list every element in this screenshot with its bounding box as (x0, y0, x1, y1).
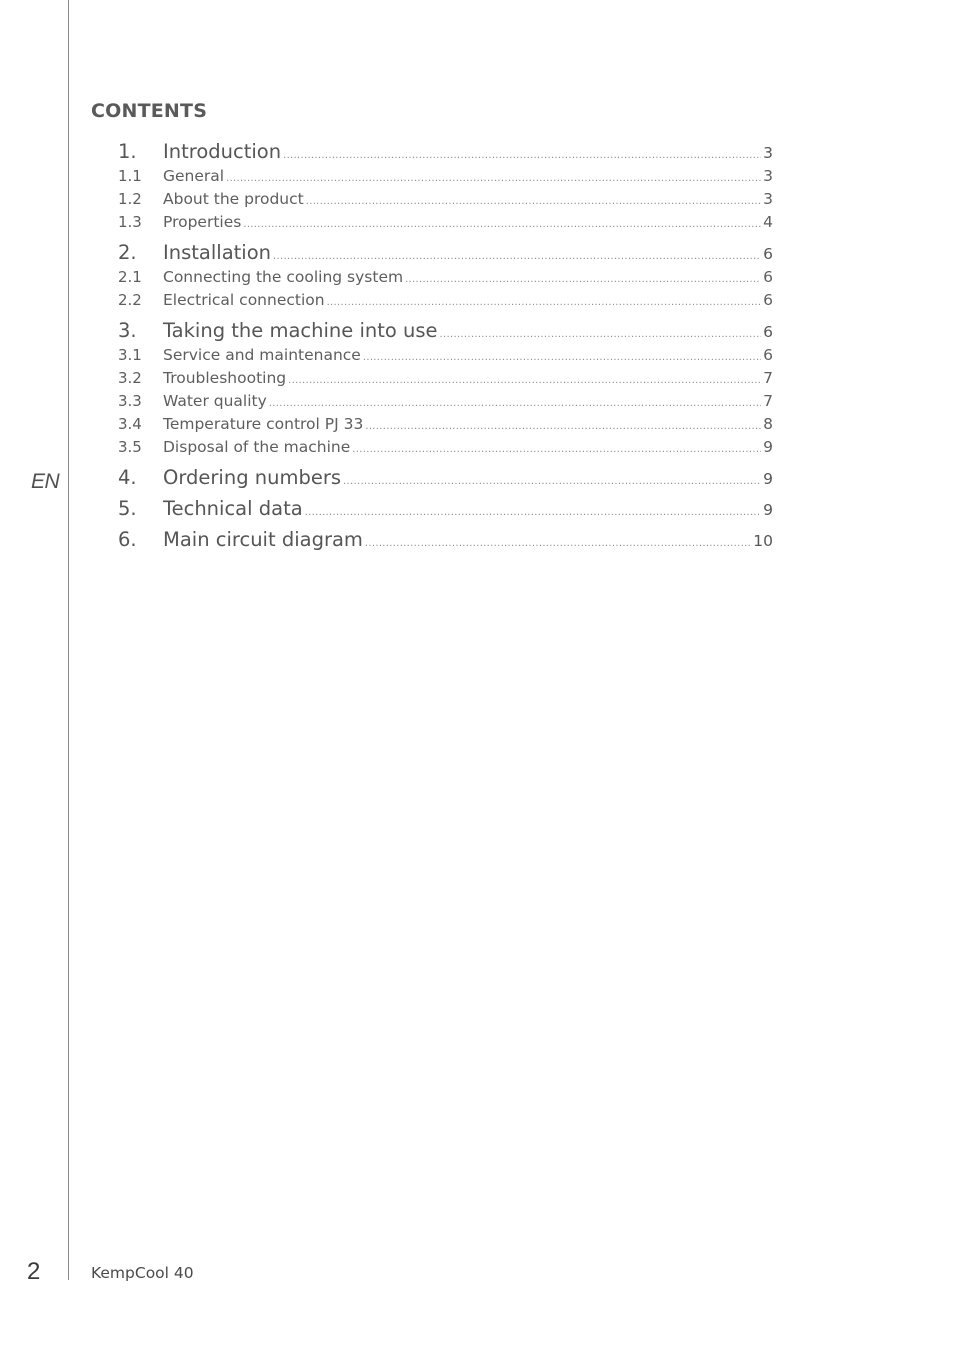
toc-entry-page: 6 (763, 291, 773, 309)
toc-entry-section[interactable] (118, 438, 773, 456)
toc-entry-chapter[interactable] (118, 241, 773, 264)
dot-leader (365, 415, 761, 433)
toc-entry-title: About the product (163, 190, 304, 208)
toc-entry-number: 6. (118, 528, 137, 551)
toc-entry-title: Water quality (163, 392, 267, 410)
toc-entry-number: 3. (118, 319, 137, 342)
toc-entry-title: Temperature control PJ 33 (163, 415, 364, 433)
toc-entry-number: 3.2 (118, 369, 142, 387)
dot-leader (363, 346, 761, 364)
toc-entry-page: 6 (763, 346, 773, 364)
toc-entry-title: Introduction (163, 140, 282, 163)
dot-leader (273, 241, 761, 264)
toc-entry-section[interactable] (118, 291, 773, 309)
toc-entry-title: Installation (163, 241, 272, 264)
toc-entry-title: Service and maintenance (163, 346, 361, 364)
toc-entry-number: 5. (118, 497, 137, 520)
toc-entry-number: 3.4 (118, 415, 142, 433)
dot-leader (440, 319, 762, 342)
toc-entry-section[interactable] (118, 268, 773, 286)
dot-leader (327, 291, 762, 309)
toc-entry-chapter[interactable] (118, 497, 773, 520)
toc-entry-number: 4. (118, 466, 137, 489)
dot-leader (343, 466, 761, 489)
toc-entry-number: 2. (118, 241, 137, 264)
toc-entry-page: 7 (763, 392, 773, 410)
language-tag: EN (31, 470, 60, 493)
toc-entry-section[interactable] (118, 190, 773, 208)
toc-entry-section[interactable] (118, 392, 773, 410)
toc-entry-title: Troubleshooting (163, 369, 287, 387)
dot-leader (288, 369, 761, 387)
toc-entry-chapter[interactable] (118, 528, 773, 551)
toc-entry-chapter[interactable] (118, 140, 773, 163)
toc-entry-title: General (163, 167, 225, 185)
toc-entry-title: Ordering numbers (163, 466, 342, 489)
toc-entry-page: 6 (763, 268, 773, 286)
toc-entry-title: Technical data (163, 497, 303, 520)
toc-entry-number: 3.3 (118, 392, 142, 410)
dot-leader (243, 213, 761, 231)
toc-entry-section[interactable] (118, 346, 773, 364)
toc-entry-page: 6 (763, 323, 773, 341)
toc-entry-page: 10 (753, 532, 773, 550)
toc-entry-section[interactable] (118, 213, 773, 231)
toc-entry-title: Properties (163, 213, 242, 231)
toc-entry-chapter[interactable] (118, 319, 773, 342)
toc-entry-page: 9 (763, 470, 773, 488)
toc-entry-number: 1.3 (118, 213, 142, 231)
toc-entry-section[interactable] (118, 415, 773, 433)
dot-leader (269, 392, 761, 410)
toc-entry-number: 3.5 (118, 438, 142, 456)
toc-entry-title: Taking the machine into use (163, 319, 438, 342)
dot-leader (365, 528, 751, 551)
toc-entry-page: 3 (763, 144, 773, 162)
dot-leader (305, 497, 761, 520)
margin-rule (68, 0, 69, 1280)
dot-leader (352, 438, 761, 456)
toc-entry-number: 1.2 (118, 190, 142, 208)
dot-leader (226, 167, 761, 185)
dot-leader (405, 268, 761, 286)
toc-entry-page: 4 (763, 213, 773, 231)
contents-heading: CONTENTS (91, 100, 208, 122)
dot-leader (306, 190, 761, 208)
dot-leader (283, 140, 761, 163)
toc-entry-number: 2.1 (118, 268, 142, 286)
toc-entry-page: 3 (763, 167, 773, 185)
toc-entry-title: Connecting the cooling system (163, 268, 404, 286)
toc-entry-page: 6 (763, 245, 773, 263)
document-title: KempCool 40 (91, 1264, 194, 1282)
toc-entry-page: 7 (763, 369, 773, 387)
toc-entry-number: 2.2 (118, 291, 142, 309)
toc-entry-section[interactable] (118, 369, 773, 387)
toc-entry-title: Disposal of the machine (163, 438, 351, 456)
toc-entry-page: 3 (763, 190, 773, 208)
toc-entry-page: 8 (763, 415, 773, 433)
toc-entry-page: 9 (763, 501, 773, 519)
toc-entry-page: 9 (763, 438, 773, 456)
toc-entry-number: 1. (118, 140, 137, 163)
toc-entry-title: Electrical connection (163, 291, 325, 309)
toc-entry-chapter[interactable] (118, 466, 773, 489)
toc-entry-number: 1.1 (118, 167, 142, 185)
toc-entry-section[interactable] (118, 167, 773, 185)
toc-entry-title: Main circuit diagram (163, 528, 363, 551)
toc-entry-number: 3.1 (118, 346, 142, 364)
page-number: 2 (27, 1258, 41, 1285)
